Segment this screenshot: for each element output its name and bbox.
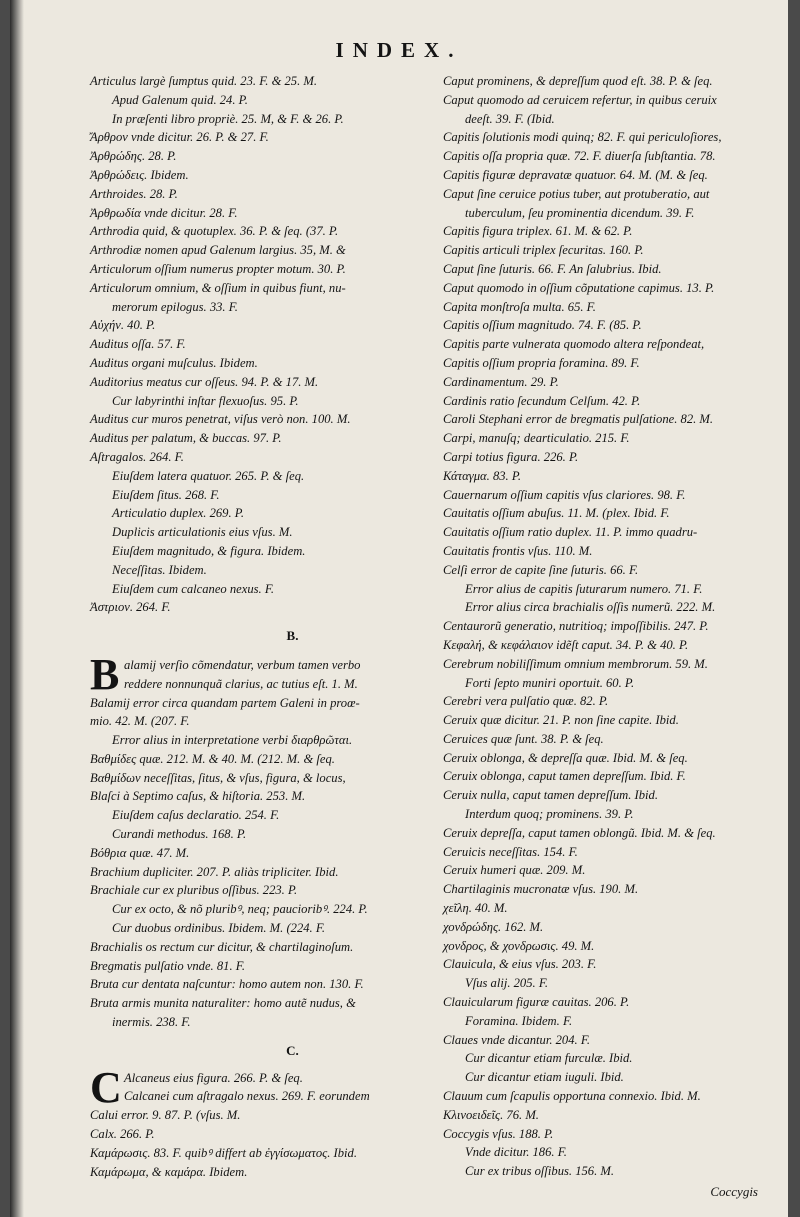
index-entry: Claues vnde dicantur. 204. F. bbox=[443, 1032, 591, 1047]
index-entry: Caroli Stephani error de bregmatis pulſatione. 82. M. bbox=[443, 412, 714, 427]
index-entry: Capitis parte vulnerata quomodo altera reſpondeat, bbox=[443, 337, 705, 352]
index-entry: Forti ſepto muniri oportuit. 60. P. bbox=[465, 675, 635, 690]
index-entry: Eiuſdem cum calcaneo nexus. F. bbox=[112, 581, 275, 596]
index-entry: Error alius circa brachialis oſſis numerũ. 222. M. bbox=[465, 600, 716, 615]
index-entry: Ceruix quæ dicitur. 21. P. non ſine capite. Ibid. bbox=[443, 713, 679, 728]
index-entry: Articulatio duplex. 269. P. bbox=[112, 506, 244, 521]
index-entry: Bruta cur dentata naſcuntur: homo autem non. 130. F. bbox=[90, 977, 364, 992]
index-entry: Vſus alij. 205. F. bbox=[465, 976, 549, 991]
index-entry: merorum epilogus. 33. F. bbox=[112, 299, 238, 314]
index-entry: Curandi methodus. 168. P. bbox=[112, 827, 247, 842]
index-entry: Bregmatis pulſatio vnde. 81. F. bbox=[90, 958, 245, 973]
index-entry: Caput quomodo in oſſium cõputatione capimus. 13. P. bbox=[443, 280, 715, 295]
index-entry: Κλινοειδεῖς. 76. M. bbox=[443, 1107, 539, 1122]
index-entry: Auditus cur muros penetrat, viſus verò non. 100. M. bbox=[90, 412, 351, 427]
index-entry: Ἀρθρωδία vnde dicitur. 28. F. bbox=[90, 205, 238, 220]
index-entry: mio. 42. M. (207. F. bbox=[90, 714, 190, 729]
initial-paragraph-b bbox=[90, 649, 425, 699]
index-entry: Duplicis articulationis eius vſus. M. bbox=[112, 525, 293, 540]
index-entry: Capitis articuli triplex ſecuritas. 160. P. bbox=[443, 243, 644, 258]
index-entry: reddere nonnunquã clarius, ac tutius eſt. 1. M. bbox=[124, 676, 358, 691]
index-entry: Ceruix humeri quæ. 209. M. bbox=[443, 863, 586, 878]
index-entry: Eiuſdem magnitudo, & figura. Ibidem. bbox=[112, 543, 306, 558]
initial-paragraph-c bbox=[90, 1062, 425, 1112]
index-entry: Βαθμίδων neceſſitas, ſitus, & vſus, figura, & locus, bbox=[90, 770, 346, 785]
right-column bbox=[443, 72, 773, 1181]
index-entry: Clauum cum ſcapulis opportuna connexio. Ibid. M. bbox=[443, 1089, 701, 1104]
index-entry: Articulus largè ſumptus quid. 23. F. & 25. M. bbox=[90, 74, 318, 88]
index-entry: Ἀρθρώδης. 28. P. bbox=[90, 149, 177, 164]
index-entry: χονδρος, & χονδρωσις. 49. M. bbox=[443, 938, 595, 953]
index-entry: Ἀστριον. 264. F. bbox=[90, 600, 171, 615]
index-entry: Cur duobus ordinibus. Ibidem. M. (224. F. bbox=[112, 921, 326, 936]
index-entry: Cur labyrinthi inſtar flexuoſus. 95. P. bbox=[112, 393, 299, 408]
b-entry-list bbox=[90, 694, 425, 1032]
left-entry-list bbox=[90, 72, 425, 617]
index-entry: Cardinamentum. 29. P. bbox=[443, 374, 559, 389]
index-entry: Caput quomodo ad ceruicem refertur, in quibus ceruix bbox=[443, 92, 717, 107]
index-entry: Cardinis ratio ſecundum Celſum. 42. P. bbox=[443, 393, 641, 408]
index-entry: alamij verſio cõmendatur, verbum tamen verbo bbox=[124, 657, 361, 672]
index-entry: Calui error. 9. 87. P. (vſus. M. bbox=[90, 1108, 241, 1123]
index-entry: Eiuſdem ſitus. 268. F. bbox=[112, 487, 220, 502]
index-entry: Capitis oſſium propria foramina. 89. F. bbox=[443, 355, 640, 370]
index-entry: Interdum quoq; prominens. 39. P. bbox=[465, 807, 634, 822]
catchword: Coccygis bbox=[710, 1184, 758, 1199]
index-entry: Cerebrum nobiliſſimum omnium membrorum. 59. M. bbox=[443, 656, 708, 671]
index-entry: Cerebri vera pulſatio quæ. 82. P. bbox=[443, 694, 609, 709]
index-entry: Κάταγμα. 83. P. bbox=[443, 468, 522, 483]
index-entry: Ἀρθρώδεις. Ibidem. bbox=[90, 167, 189, 182]
index-entry: Celſi error de capite ſine ſuturis. 66. F. bbox=[443, 562, 639, 577]
index-entry: Auditus organi muſculus. Ibidem. bbox=[90, 355, 258, 370]
index-entry: Ceruix oblonga, caput tamen depreſſum. Ibid. F. bbox=[443, 769, 686, 784]
index-entry: Capitis oſſium magnitudo. 74. F. (85. P. bbox=[443, 318, 642, 333]
index-entry: Arthroides. 28. P. bbox=[90, 186, 178, 201]
index-entry: Auditus per palatum, & buccas. 97. P. bbox=[90, 431, 282, 446]
index-entry: Eiuſdem latera quatuor. 265. P. & ſeq. bbox=[112, 468, 305, 483]
index-entry: tuberculum, ſeu prominentia dicendum. 39. F. bbox=[465, 205, 695, 220]
index-entry: Calcanei cum aſtragalo nexus. 269. F. eorundem bbox=[124, 1089, 370, 1104]
index-entry: Blaſci à Septimo caſus, & hiſtoria. 253. M. bbox=[90, 789, 306, 804]
right-entry-list bbox=[443, 72, 773, 1181]
index-entry: Alcaneus eius figura. 266. P. & ſeq. bbox=[124, 1070, 303, 1085]
index-entry: Capitis figuræ depravatæ quatuor. 64. M. (M. & ſeq. bbox=[443, 167, 708, 182]
index-entry: Arthrodia quid, & quotuplex. 36. P. & ſeq. (37. P. bbox=[90, 224, 339, 239]
index-entry: Αὐχήν. 40. P. bbox=[90, 318, 156, 333]
index-entry: Βόθρια quæ. 47. M. bbox=[90, 845, 190, 860]
index-entry: Ἄρθρον vnde dicitur. 26. P. & 27. F. bbox=[90, 130, 269, 145]
index-entry: Vnde dicitur. 186. F. bbox=[465, 1145, 567, 1160]
drop-cap-b: B bbox=[90, 649, 120, 699]
index-entry: Centaurorũ generatio, nutritioq; impoſſibilis. 247. P. bbox=[443, 619, 709, 634]
index-entry: Caput ſine ceruice potius tuber, aut protuberatio, aut bbox=[443, 186, 710, 201]
index-entry: χεῖλη. 40. M. bbox=[443, 901, 508, 916]
index-entry: Capitis oſſa propria quæ. 72. F. diuerſa ſubſtantia. 78. bbox=[443, 149, 716, 164]
index-entry: Aſtragalos. 264. F. bbox=[90, 449, 184, 464]
index-entry: Cur dicantur etiam furculæ. Ibid. bbox=[465, 1051, 633, 1066]
left-column bbox=[90, 72, 425, 1181]
index-entry: Cur ex tribus oſſibus. 156. M. bbox=[465, 1164, 615, 1179]
index-entry: Auditorius meatus cur oſſeus. 94. P. & 17. M. bbox=[90, 374, 319, 389]
index-entry: Καμάρωμα, & καμάρα. Ibidem. bbox=[90, 1164, 248, 1179]
index-entry: Apud Galenum quid. 24. P. bbox=[112, 92, 248, 107]
index-entry: Cur dicantur etiam iuguli. Ibid. bbox=[465, 1070, 624, 1085]
index-entry: inermis. 238. F. bbox=[112, 1015, 191, 1030]
index-entry: Cauernarum oſſium capitis vſus clariores. 98. F. bbox=[443, 487, 686, 502]
index-entry: Carpi totius figura. 226. P. bbox=[443, 449, 579, 464]
index-entry: χονδρώδης. 162. M. bbox=[443, 919, 544, 934]
index-entry: Error alius in interpretatione verbi διαρθρῶται. bbox=[112, 733, 353, 748]
index-entry: Capitis figura triplex. 61. M. & 62. P. bbox=[443, 224, 633, 239]
index-entry: Eiuſdem caſus declaratio. 254. F. bbox=[112, 808, 280, 823]
index-entry: Error alius de capitis ſuturarum numero. 71. F. bbox=[465, 581, 703, 596]
index-entry: Brachium dupliciter. 207. P. aliàs tripliciter. Ibid. bbox=[90, 864, 339, 879]
index-entry: Cur ex octo, & nõ pluribꝰ, neq; paucioribꝰ. 224. P. bbox=[112, 902, 368, 917]
index-entry: Cauitatis oſſium abuſus. 11. M. (plex. Ibid. F. bbox=[443, 506, 670, 521]
index-entry: Auditus oſſa. 57. F. bbox=[90, 337, 186, 352]
index-entry: Cauitatis oſſium ratio duplex. 11. P. immo quadru- bbox=[443, 525, 698, 540]
index-entry: Coccygis vſus. 188. P. bbox=[443, 1126, 554, 1141]
index-entry: Capita monſtroſa multa. 65. F. bbox=[443, 299, 596, 314]
binding-shadow bbox=[10, 0, 24, 1217]
index-entry: Caput prominens, & depreſſum quod eſt. 38. P. & ſeq. bbox=[443, 74, 713, 88]
c-entry-list bbox=[90, 1106, 425, 1181]
index-entry: Βαθμίδες quæ. 212. M. & 40. M. (212. M. & ſeq. bbox=[90, 751, 335, 766]
index-entry: Carpi, manuſq; dearticulatio. 215. F. bbox=[443, 431, 630, 446]
index-entry: Foramina. Ibidem. F. bbox=[465, 1013, 573, 1028]
index-entry: Ceruix oblonga, & depreſſa quæ. Ibid. M. & ſeq. bbox=[443, 750, 688, 765]
index-entry: Articulorum oſſium numerus propter motum. 30. P. bbox=[90, 261, 346, 276]
index-entry: Brachiale cur ex pluribus oſſibus. 223. P. bbox=[90, 883, 298, 898]
index-entry: Caput ſine ſuturis. 66. F. An ſalubrius. Ibid. bbox=[443, 261, 662, 276]
index-entry: Ceruix nulla, caput tamen depreſſum. Ibid. bbox=[443, 788, 658, 803]
index-entry: Calx. 266. P. bbox=[90, 1127, 155, 1142]
section-letter-c: C. bbox=[286, 1042, 299, 1058]
drop-cap-c: C bbox=[90, 1062, 122, 1112]
index-entry: Ceruix depreſſa, caput tamen oblongũ. Ibid. M. & ſeq. bbox=[443, 825, 716, 840]
index-entry: Cauitatis frontis vſus. 110. M. bbox=[443, 543, 593, 558]
index-entry: In præſenti libro propriè. 25. M, & F. & 26. P. bbox=[112, 111, 344, 126]
index-entry: Arthrodiæ nomen apud Galenum largius. 35, M. & bbox=[90, 243, 346, 258]
index-entry: Ceruicis neceſſitas. 154. F. bbox=[443, 844, 578, 859]
index-entry: Chartilaginis mucronatæ vſus. 190. M. bbox=[443, 882, 639, 897]
index-entry: Καμάρωσις. 83. F. quibꝰ differt ab ἐγγίσωματος. Ibid. bbox=[90, 1145, 357, 1160]
index-entry: Bruta armis munita naturaliter: homo autẽ nudus, & bbox=[90, 996, 356, 1011]
index-entry: Clauicularum figuræ cauitas. 206. P. bbox=[443, 995, 630, 1010]
index-entry: Neceſſitas. Ibidem. bbox=[112, 562, 207, 577]
index-entry: Articulorum omnium, & oſſium in quibus fiunt, nu- bbox=[90, 280, 346, 295]
page-header: INDEX. bbox=[335, 38, 463, 62]
index-page bbox=[10, 0, 788, 1217]
index-entry: Clauicula, & eius vſus. 203. F. bbox=[443, 957, 597, 972]
index-entry: deeſt. 39. F. (Ibid. bbox=[465, 111, 555, 126]
index-entry: Capitis ſolutionis modi quinq; 82. F. qui periculoſiores, bbox=[443, 130, 722, 145]
index-entry: Κεφαλή, & κεφάλαιον idẽſt caput. 34. P. & 40. P. bbox=[443, 637, 689, 652]
index-entry: Ceruices quæ ſunt. 38. P. & ſeq. bbox=[443, 731, 604, 746]
index-entry: Brachialis os rectum cur dicitur, & chartilaginoſum. bbox=[90, 939, 354, 954]
index-entry: Balamij error circa quandam partem Galeni in proœ- bbox=[90, 695, 360, 710]
section-letter-b: B. bbox=[286, 628, 299, 644]
